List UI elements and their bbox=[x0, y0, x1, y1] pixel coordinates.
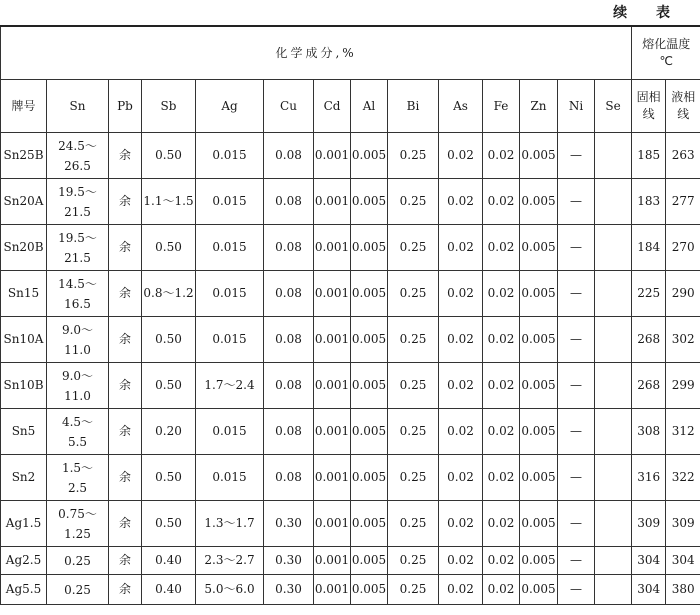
bi-cell: 0.25 bbox=[388, 455, 439, 501]
grade-cell: Sn25B bbox=[1, 133, 47, 179]
sb-cell: 0.50 bbox=[142, 455, 196, 501]
fe-cell: 0.02 bbox=[483, 317, 520, 363]
pb-cell: 余 bbox=[109, 133, 142, 179]
ni-cell: — bbox=[558, 575, 595, 605]
ag-cell: 0.015 bbox=[196, 133, 264, 179]
sn-range-part: 19.5～ bbox=[58, 230, 97, 245]
se-cell bbox=[595, 501, 632, 547]
liquidus-cell: 309 bbox=[666, 501, 700, 547]
grade-cell: Sn10B bbox=[1, 363, 47, 409]
table-row bbox=[1, 575, 700, 605]
solidus-cell: 308 bbox=[632, 409, 666, 455]
pb-cell: 余 bbox=[109, 271, 142, 317]
sn-cell bbox=[47, 271, 109, 317]
sn-range-part: 16.5 bbox=[64, 296, 91, 311]
element-header-ni: Ni bbox=[558, 80, 595, 133]
ag-cell: 0.015 bbox=[196, 409, 264, 455]
zn-cell: 0.005 bbox=[520, 225, 558, 271]
bi-cell: 0.25 bbox=[388, 225, 439, 271]
element-header-ag: Ag bbox=[196, 80, 264, 133]
bi-cell: 0.25 bbox=[388, 179, 439, 225]
pb-cell: 余 bbox=[109, 179, 142, 225]
grade-cell: Sn20A bbox=[1, 179, 47, 225]
as-cell: 0.02 bbox=[439, 133, 483, 179]
liquidus-cell: 263 bbox=[666, 133, 700, 179]
liquidus-cell: 322 bbox=[666, 455, 700, 501]
melting-unit: ℃ bbox=[659, 54, 673, 68]
solidus-cell: 183 bbox=[632, 179, 666, 225]
element-header-pb: Pb bbox=[109, 80, 142, 133]
al-cell: 0.005 bbox=[351, 225, 388, 271]
sn-cell bbox=[47, 575, 109, 605]
pb-cell: 余 bbox=[109, 317, 142, 363]
fe-cell: 0.02 bbox=[483, 547, 520, 575]
as-cell: 0.02 bbox=[439, 179, 483, 225]
element-header-sn: Sn bbox=[47, 80, 109, 133]
pb-cell: 余 bbox=[109, 409, 142, 455]
sn-range-part: 11.0 bbox=[64, 388, 91, 403]
ni-cell: — bbox=[558, 133, 595, 179]
sn-range-part: 14.5～ bbox=[58, 276, 97, 291]
solidus-cell: 304 bbox=[632, 575, 666, 605]
cd-cell: 0.001 bbox=[314, 179, 351, 225]
sn-cell bbox=[47, 409, 109, 455]
liquidus-cell: 299 bbox=[666, 363, 700, 409]
cd-cell: 0.001 bbox=[314, 133, 351, 179]
al-cell: 0.005 bbox=[351, 133, 388, 179]
table-body bbox=[1, 133, 700, 605]
sn-range-part: 4.5～ bbox=[61, 414, 94, 429]
zn-cell: 0.005 bbox=[520, 363, 558, 409]
ag-cell: 0.015 bbox=[196, 455, 264, 501]
as-cell: 0.02 bbox=[439, 575, 483, 605]
sn-range-part: 24.5～ bbox=[58, 138, 97, 153]
sb-cell: 0.40 bbox=[142, 547, 196, 575]
al-cell: 0.005 bbox=[351, 179, 388, 225]
fe-cell: 0.02 bbox=[483, 363, 520, 409]
fe-cell: 0.02 bbox=[483, 409, 520, 455]
ni-cell: — bbox=[558, 409, 595, 455]
grade-cell: Sn10A bbox=[1, 317, 47, 363]
composition-group-header: 化学成分,% bbox=[1, 26, 632, 80]
grade-cell: Sn20B bbox=[1, 225, 47, 271]
table-row bbox=[1, 455, 700, 501]
as-cell: 0.02 bbox=[439, 455, 483, 501]
sb-cell: 0.20 bbox=[142, 409, 196, 455]
bi-cell: 0.25 bbox=[388, 363, 439, 409]
zn-cell: 0.005 bbox=[520, 271, 558, 317]
ni-cell: — bbox=[558, 501, 595, 547]
zn-cell: 0.005 bbox=[520, 575, 558, 605]
sn-range-part: 11.0 bbox=[64, 342, 91, 357]
ag-cell: 2.3～2.7 bbox=[196, 547, 264, 575]
as-cell: 0.02 bbox=[439, 409, 483, 455]
zn-cell: 0.005 bbox=[520, 179, 558, 225]
sn-range-part: 1.5～ bbox=[61, 460, 94, 475]
fe-cell: 0.02 bbox=[483, 575, 520, 605]
sb-cell: 0.50 bbox=[142, 317, 196, 363]
grade-header: 牌号 bbox=[1, 80, 47, 133]
header-row-elements bbox=[1, 80, 700, 133]
melting-group-header bbox=[632, 26, 700, 80]
cd-cell: 0.001 bbox=[314, 271, 351, 317]
as-cell: 0.02 bbox=[439, 317, 483, 363]
se-cell bbox=[595, 409, 632, 455]
sn-range-part: 0.75～ bbox=[58, 506, 97, 521]
cd-cell: 0.001 bbox=[314, 547, 351, 575]
grade-cell: Sn5 bbox=[1, 409, 47, 455]
sb-cell: 1.1～1.5 bbox=[142, 179, 196, 225]
solidus-cell: 268 bbox=[632, 317, 666, 363]
header-text: 液相线 bbox=[671, 90, 696, 121]
ni-cell: — bbox=[558, 271, 595, 317]
pb-cell: 余 bbox=[109, 501, 142, 547]
se-cell bbox=[595, 179, 632, 225]
table-row bbox=[1, 547, 700, 575]
continued-label: 续 表 bbox=[613, 5, 682, 21]
ag-cell: 0.015 bbox=[196, 317, 264, 363]
liquidus-cell: 380 bbox=[666, 575, 700, 605]
se-cell bbox=[595, 133, 632, 179]
table-row bbox=[1, 501, 700, 547]
sn-cell bbox=[47, 225, 109, 271]
al-cell: 0.005 bbox=[351, 547, 388, 575]
al-cell: 0.005 bbox=[351, 409, 388, 455]
solidus-cell: 268 bbox=[632, 363, 666, 409]
se-cell bbox=[595, 455, 632, 501]
solidus-cell: 185 bbox=[632, 133, 666, 179]
sn-range-part: 9.0～ bbox=[61, 368, 94, 383]
cd-cell: 0.001 bbox=[314, 409, 351, 455]
sn-range-part: 2.5 bbox=[67, 480, 88, 495]
sn-range-part: 21.5 bbox=[64, 204, 91, 219]
melting-group-label: 熔化温度 bbox=[642, 37, 691, 51]
element-header-cu: Cu bbox=[264, 80, 314, 133]
liquidus-cell: 290 bbox=[666, 271, 700, 317]
sn-range-part: 0.25 bbox=[64, 582, 91, 597]
fe-cell: 0.02 bbox=[483, 501, 520, 547]
fe-cell: 0.02 bbox=[483, 133, 520, 179]
cd-cell: 0.001 bbox=[314, 363, 351, 409]
table-row bbox=[1, 225, 700, 271]
sb-cell: 0.50 bbox=[142, 225, 196, 271]
se-cell bbox=[595, 317, 632, 363]
table-row bbox=[1, 133, 700, 179]
liquidus-cell: 302 bbox=[666, 317, 700, 363]
al-cell: 0.005 bbox=[351, 501, 388, 547]
fe-cell: 0.02 bbox=[483, 455, 520, 501]
solidus-cell: 304 bbox=[632, 547, 666, 575]
cu-cell: 0.08 bbox=[264, 455, 314, 501]
solidus-cell: 316 bbox=[632, 455, 666, 501]
cd-cell: 0.001 bbox=[314, 317, 351, 363]
grade-cell: Sn2 bbox=[1, 455, 47, 501]
table-row bbox=[1, 363, 700, 409]
sb-cell: 0.50 bbox=[142, 501, 196, 547]
element-header-al: Al bbox=[351, 80, 388, 133]
zn-cell: 0.005 bbox=[520, 501, 558, 547]
cd-cell: 0.001 bbox=[314, 575, 351, 605]
ag-cell: 0.015 bbox=[196, 225, 264, 271]
se-cell bbox=[595, 225, 632, 271]
cu-cell: 0.08 bbox=[264, 179, 314, 225]
liquidus-cell: 312 bbox=[666, 409, 700, 455]
ag-cell: 1.3～1.7 bbox=[196, 501, 264, 547]
sn-cell bbox=[47, 133, 109, 179]
sn-range-part: 21.5 bbox=[64, 250, 91, 265]
solidus-cell: 184 bbox=[632, 225, 666, 271]
sb-cell: 0.40 bbox=[142, 575, 196, 605]
sn-range-part: 26.5 bbox=[64, 158, 91, 173]
ag-cell: 5.0～6.0 bbox=[196, 575, 264, 605]
solidus-cell: 225 bbox=[632, 271, 666, 317]
table-row bbox=[1, 271, 700, 317]
grade-cell: Sn15 bbox=[1, 271, 47, 317]
fe-cell: 0.02 bbox=[483, 225, 520, 271]
sb-cell: 0.50 bbox=[142, 363, 196, 409]
bi-cell: 0.25 bbox=[388, 271, 439, 317]
ni-cell: — bbox=[558, 547, 595, 575]
sn-cell bbox=[47, 179, 109, 225]
as-cell: 0.02 bbox=[439, 363, 483, 409]
sn-cell bbox=[47, 317, 109, 363]
as-cell: 0.02 bbox=[439, 225, 483, 271]
sn-cell bbox=[47, 501, 109, 547]
grade-cell: Ag5.5 bbox=[1, 575, 47, 605]
se-cell bbox=[595, 547, 632, 575]
element-header-cd: Cd bbox=[314, 80, 351, 133]
table-row bbox=[1, 409, 700, 455]
zn-cell: 0.005 bbox=[520, 409, 558, 455]
ag-cell: 1.7～2.4 bbox=[196, 363, 264, 409]
sn-range-part: 1.25 bbox=[64, 526, 91, 541]
composition-table bbox=[0, 25, 700, 605]
cu-cell: 0.08 bbox=[264, 225, 314, 271]
element-header-as: As bbox=[439, 80, 483, 133]
sb-cell: 0.50 bbox=[142, 133, 196, 179]
sn-range-part: 0.25 bbox=[64, 553, 91, 568]
al-cell: 0.005 bbox=[351, 363, 388, 409]
se-cell bbox=[595, 363, 632, 409]
ag-cell: 0.015 bbox=[196, 271, 264, 317]
bi-cell: 0.25 bbox=[388, 547, 439, 575]
sn-range-part: 9.0～ bbox=[61, 322, 94, 337]
element-header-sb: Sb bbox=[142, 80, 196, 133]
liquidus-cell: 270 bbox=[666, 225, 700, 271]
sn-cell bbox=[47, 363, 109, 409]
al-cell: 0.005 bbox=[351, 317, 388, 363]
fe-cell: 0.02 bbox=[483, 271, 520, 317]
sn-cell bbox=[47, 547, 109, 575]
sn-cell bbox=[47, 455, 109, 501]
cu-cell: 0.08 bbox=[264, 133, 314, 179]
element-header-se: Se bbox=[595, 80, 632, 133]
al-cell: 0.005 bbox=[351, 455, 388, 501]
cu-cell: 0.08 bbox=[264, 409, 314, 455]
pb-cell: 余 bbox=[109, 575, 142, 605]
bi-cell: 0.25 bbox=[388, 501, 439, 547]
sn-range-part: 5.5 bbox=[67, 434, 88, 449]
zn-cell: 0.005 bbox=[520, 317, 558, 363]
zn-cell: 0.005 bbox=[520, 547, 558, 575]
liquidus-cell: 304 bbox=[666, 547, 700, 575]
liquidus-cell: 277 bbox=[666, 179, 700, 225]
grade-cell: Ag1.5 bbox=[1, 501, 47, 547]
se-cell bbox=[595, 575, 632, 605]
table-row bbox=[1, 317, 700, 363]
element-header-fe: Fe bbox=[483, 80, 520, 133]
cu-cell: 0.30 bbox=[264, 575, 314, 605]
ni-cell: — bbox=[558, 363, 595, 409]
table-row bbox=[1, 179, 700, 225]
solidus-cell: 309 bbox=[632, 501, 666, 547]
bi-cell: 0.25 bbox=[388, 133, 439, 179]
pb-cell: 余 bbox=[109, 455, 142, 501]
as-cell: 0.02 bbox=[439, 547, 483, 575]
cu-cell: 0.30 bbox=[264, 547, 314, 575]
cd-cell: 0.001 bbox=[314, 501, 351, 547]
element-header-bi: Bi bbox=[388, 80, 439, 133]
liquidus-header bbox=[666, 80, 700, 133]
ni-cell: — bbox=[558, 179, 595, 225]
zn-cell: 0.005 bbox=[520, 133, 558, 179]
cd-cell: 0.001 bbox=[314, 455, 351, 501]
ag-cell: 0.015 bbox=[196, 179, 264, 225]
header-row-groups bbox=[1, 26, 700, 80]
cu-cell: 0.30 bbox=[264, 501, 314, 547]
solidus-header bbox=[632, 80, 666, 133]
as-cell: 0.02 bbox=[439, 501, 483, 547]
element-header-zn: Zn bbox=[520, 80, 558, 133]
sb-cell: 0.8～1.2 bbox=[142, 271, 196, 317]
al-cell: 0.005 bbox=[351, 271, 388, 317]
pb-cell: 余 bbox=[109, 225, 142, 271]
bi-cell: 0.25 bbox=[388, 409, 439, 455]
pb-cell: 余 bbox=[109, 547, 142, 575]
cu-cell: 0.08 bbox=[264, 317, 314, 363]
ni-cell: — bbox=[558, 225, 595, 271]
ni-cell: — bbox=[558, 455, 595, 501]
ni-cell: — bbox=[558, 317, 595, 363]
as-cell: 0.02 bbox=[439, 271, 483, 317]
cu-cell: 0.08 bbox=[264, 271, 314, 317]
zn-cell: 0.005 bbox=[520, 455, 558, 501]
pb-cell: 余 bbox=[109, 363, 142, 409]
bi-cell: 0.25 bbox=[388, 317, 439, 363]
cd-cell: 0.001 bbox=[314, 225, 351, 271]
al-cell: 0.005 bbox=[351, 575, 388, 605]
header-text: 固相线 bbox=[636, 90, 661, 121]
fe-cell: 0.02 bbox=[483, 179, 520, 225]
bi-cell: 0.25 bbox=[388, 575, 439, 605]
sn-range-part: 19.5～ bbox=[58, 184, 97, 199]
cu-cell: 0.08 bbox=[264, 363, 314, 409]
se-cell bbox=[595, 271, 632, 317]
grade-cell: Ag2.5 bbox=[1, 547, 47, 575]
